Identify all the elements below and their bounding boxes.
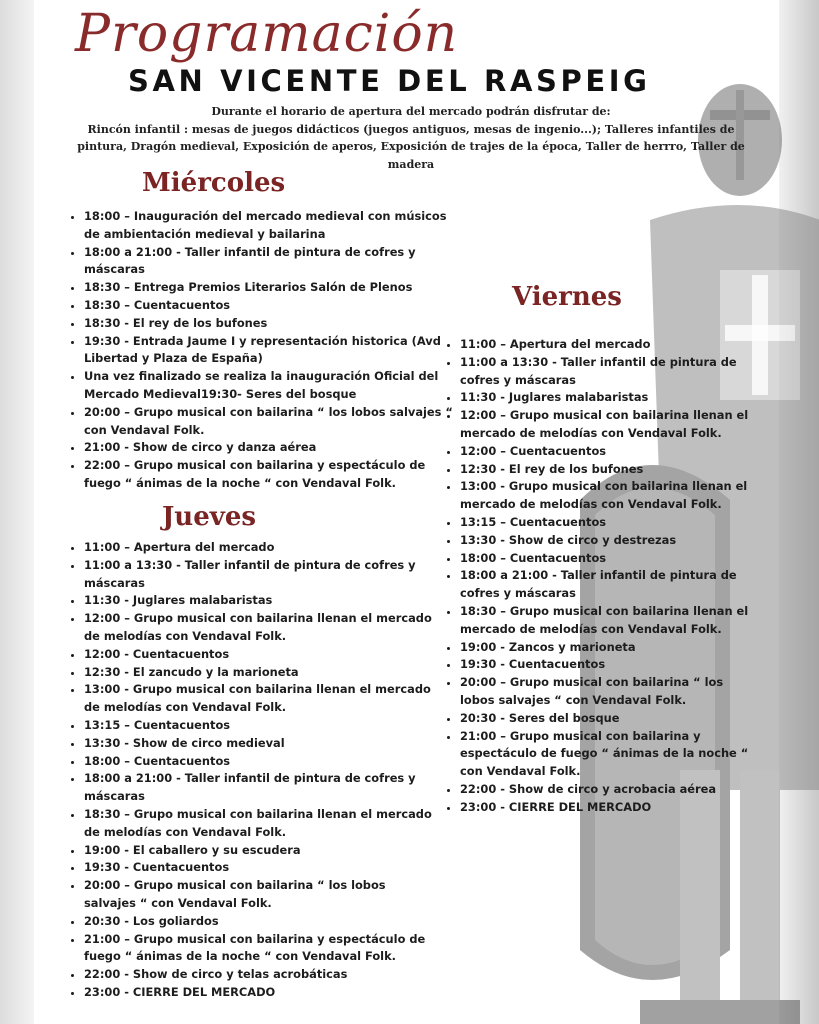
list-item: • 21:00 – Grupo musical con bailarina y espectáculo de fuego “ ánimas de la noche “ con Vendaval Folk. [460,728,760,781]
list-item: • 22:00 - Show de circo y acrobacia aérea [460,781,760,799]
jueves-list [64,539,434,1002]
list-item: • 13:15 – Cuentacuentos [460,514,760,532]
list-item: • 21:00 - Show de circo y danza aérea [84,439,456,457]
left-border [0,0,34,1024]
list-item: • 13:30 - Show de circo y destrezas [460,532,760,550]
list-item: • 18:30 – Grupo musical con bailarina llenan el mercado de melodías con Vendaval Folk. [460,603,760,639]
list-item: • 11:00 – Apertura del mercado [84,539,434,557]
list-item: • 12:00 - Cuentacuentos [84,646,434,664]
miercoles-list [64,208,456,493]
list-item: • 13:15 – Cuentacuentos [84,717,434,735]
list-item: • 12:30 - El rey de los bufones [460,461,760,479]
list-item: • 20:30 - Los goliardos [84,913,434,931]
list-item: • 19:00 - El caballero y su escudera [84,842,434,860]
main-title: SAN VICENTE DEL RASPEIG [128,64,651,98]
list-item: • 20:00 – Grupo musical con bailarina “ los lobos salvajes “ con Vendaval Folk. [84,877,434,913]
list-item: • 18:00 a 21:00 - Taller infantil de pintura de cofres y máscaras [84,770,434,806]
list-item: • 18:30 – Cuentacuentos [84,297,456,315]
list-item: • 19:30 - Cuentacuentos [460,656,760,674]
list-item: • 23:00 - CIERRE DEL MERCADO [460,799,760,817]
list-item: • 13:00 - Grupo musical con bailarina llenan el mercado de melodías con Vendaval Folk. [460,478,760,514]
heading-viernes: Viernes [512,282,622,312]
list-item: • 18:00 – Cuentacuentos [460,550,760,568]
list-item: • 22:00 – Grupo musical con bailarina y espectáculo de fuego “ ánimas de la noche “ con Vendaval Folk. [84,457,456,493]
list-item: • 18:30 – Grupo musical con bailarina llenan el mercado de melodías con Vendaval Folk. [84,806,434,842]
list-item: • 18:00 a 21:00 - Taller infantil de pintura de cofres y máscaras [460,567,760,603]
list-item: • 18:30 - El rey de los bufones [84,315,456,333]
list-item: • 20:00 – Grupo musical con bailarina “ los lobos salvajes “ con Vendaval Folk. [84,404,456,440]
list-item: • 19:30 - Entrada Jaume I y representación historica (Avd Libertad y Plaza de España) [84,333,456,369]
list-item: • 18:00 a 21:00 - Taller infantil de pintura de cofres y máscaras [84,244,456,280]
list-item: • 21:00 – Grupo musical con bailarina y espectáculo de fuego “ ánimas de la noche “ con Vendaval Folk. [84,931,434,967]
list-item: • 13:00 - Grupo musical con bailarina llenan el mercado de melodías con Vendaval Folk. [84,681,434,717]
script-title: Programación [75,4,459,64]
list-item: • 20:30 - Seres del bosque [460,710,760,728]
intro-text [66,103,756,173]
list-item: • 18:00 – Cuentacuentos [84,753,434,771]
list-item: • 12:30 - El zancudo y la marioneta [84,664,434,682]
list-item: • 18:30 – Entrega Premios Literarios Salón de Plenos [84,279,456,297]
list-item: • 19:30 - Cuentacuentos [84,859,434,877]
viernes-list [440,336,760,817]
heading-jueves: Jueves [162,502,257,532]
list-item: • 23:00 - CIERRE DEL MERCADO [84,984,434,1002]
list-item: • 13:30 - Show de circo medieval [84,735,434,753]
intro-line-2: Rincón infantil : mesas de juegos didácticos (juegos antiguos, mesas de ingenio...); Talleres infantiles de pintura, Dragón medieval, Exposición de aperos, Exposición de trajes de la época, Taller de herrro, Taller de madera [77,122,745,171]
intro-line-1: Durante el horario de apertura del mercado podrán disfrutar de: [211,105,611,118]
list-item: • 12:00 – Grupo musical con bailarina llenan el mercado de melodías con Vendaval Folk. [460,407,760,443]
list-item: • 20:00 – Grupo musical con bailarina “ los lobos salvajes “ con Vendaval Folk. [460,674,760,710]
list-item: • 12:00 – Grupo musical con bailarina llenan el mercado de melodías con Vendaval Folk. [84,610,434,646]
list-item: • 11:30 - Juglares malabaristas [84,592,434,610]
list-item: • Una vez finalizado se realiza la inauguración Oficial del Mercado Medieval19:30- Seres del bosque [84,368,456,404]
list-item: • 11:00 a 13:30 - Taller infantil de pintura de cofres y máscaras [460,354,760,390]
list-item: • 22:00 - Show de circo y telas acrobáticas [84,966,434,984]
list-item: • 18:00 – Inauguración del mercado medieval con músicos de ambientación medieval y bailarina [84,208,456,244]
list-item: • 11:30 - Juglares malabaristas [460,389,760,407]
list-item: • 11:00 – Apertura del mercado [460,336,760,354]
list-item: • 12:00 – Cuentacuentos [460,443,760,461]
list-item: • 19:00 - Zancos y marioneta [460,639,760,657]
list-item: • 11:00 a 13:30 - Taller infantil de pintura de cofres y máscaras [84,557,434,593]
heading-miercoles: Miércoles [142,168,286,198]
